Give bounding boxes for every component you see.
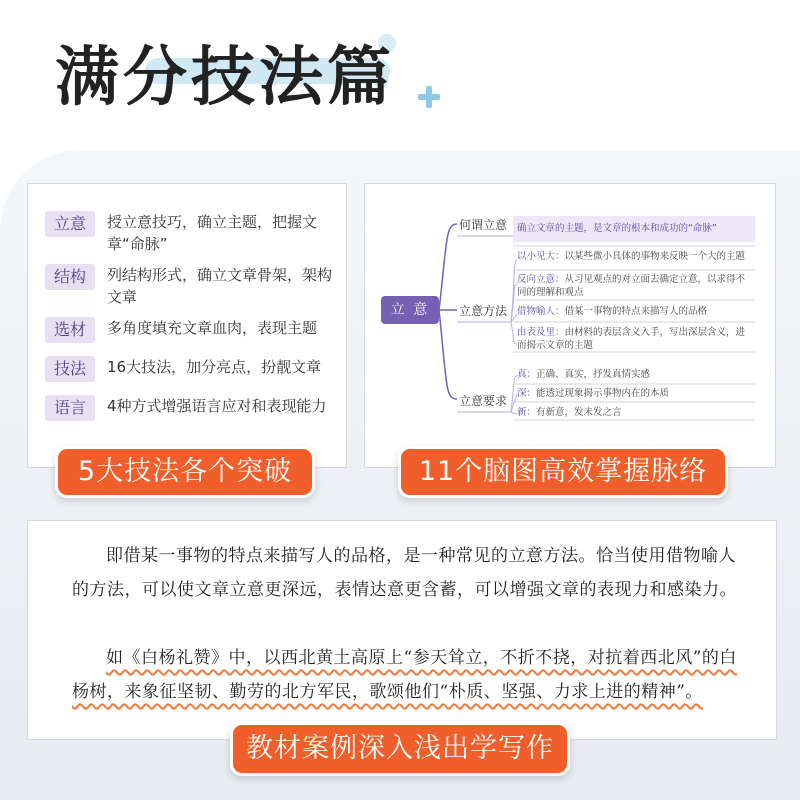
leaf-key: 深： (517, 388, 537, 399)
mindmap-branch: 立意要求 (459, 394, 508, 408)
leaf-text: 有新意，发未发之言 (536, 407, 622, 418)
title-block (55, 40, 395, 116)
item-text: 多角度填充文章血肉，表现主题 (107, 319, 318, 337)
mindmap-leaf (517, 368, 753, 381)
mindmap-badge: 11个脑图高效掌握脉络 (398, 446, 728, 498)
mindmap-root: 立 意 (381, 296, 439, 324)
leaf-key: 反向立意： (517, 274, 565, 285)
mindmap-leaf (517, 305, 753, 318)
leaf-text: 以某些微小具体的事物来反映一个大的主题 (564, 251, 746, 262)
mindmap-branch: 立意方法 (459, 304, 508, 318)
mindmap-leaf (517, 387, 753, 400)
mindmap-leaf: 确立文章的主题，是文章的根本和成功的“命脉” (517, 223, 717, 234)
leaf-text: 从习见观点的对立面去确定立意，以求得不同的理解和观点 (517, 274, 746, 298)
item-tag: 技法 (45, 356, 95, 382)
list-item (45, 317, 343, 343)
page-title: 满分技法篇 (55, 41, 395, 115)
wavy-underlined-text: 如《白杨礼赞》中，以西北黄土高原上“参天耸立，不折不挠，对抗着西北风”的白杨树，来象征坚韧、勤劳的北方军民，歌颂他们“朴质、坚强、力求上进的精神”。 (72, 648, 737, 702)
leaf-text: 由材料的表层含义入手，写出深层含义，进而揭示文章的主题 (517, 327, 746, 351)
leaf-key: 以小见大： (517, 251, 565, 262)
plus-icon (418, 86, 440, 108)
mindmap-leaf (517, 273, 753, 299)
mindmap-leaf (517, 250, 753, 263)
example-paragraph: 即借某一事物的特点来描写人的品格，是一种常见的立意方法。恰当使用借物喻人的方法，可以使文章立意更深远，表情达意更含蓄，可以增强文章的表现力和感染力。 (72, 546, 737, 600)
leaf-key: 真： (517, 369, 537, 380)
mindmap-leaf (517, 406, 753, 419)
item-tag: 选材 (45, 317, 95, 343)
leaf-key: 借物喻人： (517, 306, 565, 317)
mindmap-leaf (517, 326, 753, 352)
item-tag: 立意 (45, 211, 95, 237)
list-item (45, 264, 343, 308)
item-tag: 结构 (45, 264, 95, 290)
leaf-key: 新： (517, 407, 537, 418)
item-text: 授立意技巧，确立主题，把握文章“命脉” (107, 213, 318, 253)
item-text: 列结构形式，确立文章骨架，架构文章 (107, 266, 333, 306)
list-item (45, 395, 343, 421)
leaf-text: 正确、真实，抒发真情实感 (536, 369, 651, 380)
leaf-key: 由表及里： (517, 327, 565, 338)
item-tag: 语言 (45, 395, 95, 421)
mindmap-card (364, 183, 776, 468)
example-card (27, 520, 777, 740)
example-badge: 教材案例深入浅出学写作 (230, 722, 570, 776)
example-paragraph-highlighted (72, 641, 752, 709)
leaf-text: 能透过现象揭示事物内在的本质 (536, 388, 670, 399)
techniques-card (27, 183, 347, 468)
leaf-text: 借某一事物的特点来描写人的品格 (564, 306, 708, 317)
techniques-badge: 5大技法各个突破 (55, 446, 315, 498)
mindmap-branch: 何谓立意 (459, 218, 508, 232)
item-text: 4种方式增强语言应对和表现能力 (107, 397, 327, 415)
item-text: 16大技法，加分亮点，扮靓文章 (107, 358, 322, 376)
list-item (45, 211, 343, 255)
list-item (45, 356, 343, 382)
